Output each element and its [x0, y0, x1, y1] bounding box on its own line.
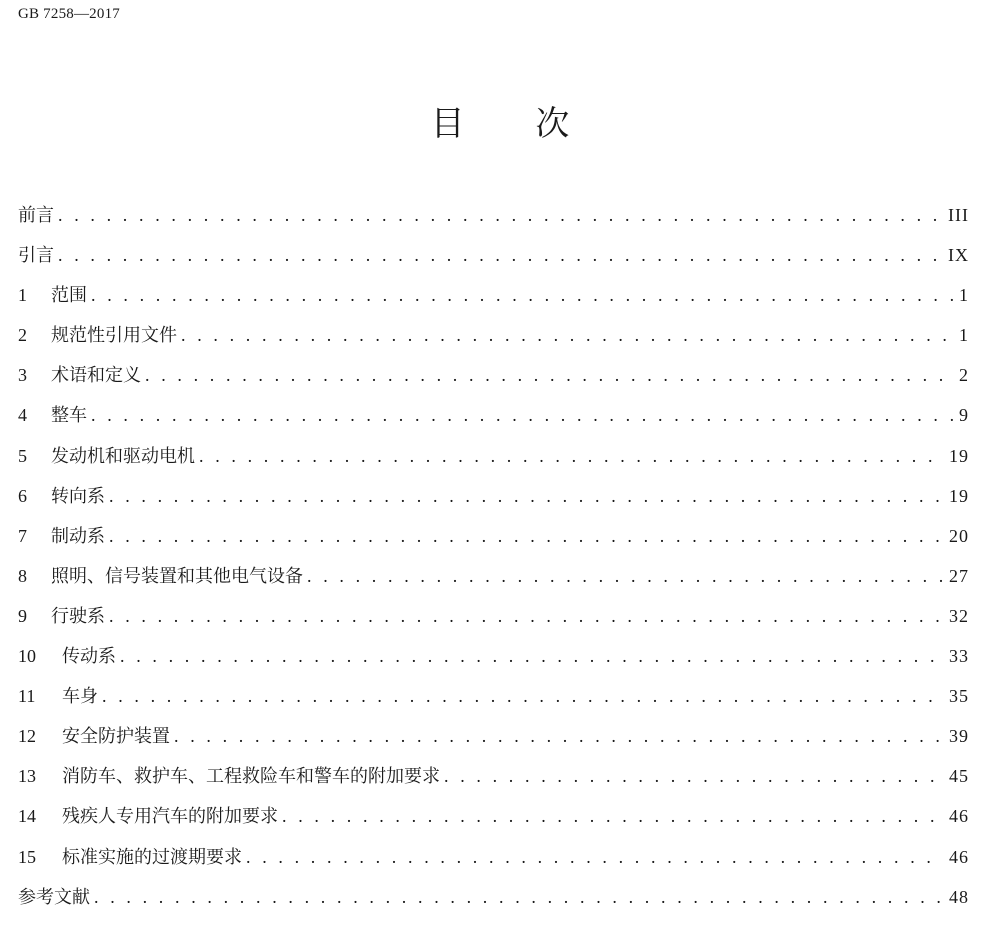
- toc-entry-label: 范围: [51, 285, 87, 307]
- toc-dot-leader: [91, 275, 953, 315]
- toc-entry-label: 行驶系: [51, 605, 105, 627]
- toc-entry-page: 1: [959, 325, 969, 346]
- toc-entry-13[interactable]: [18, 756, 969, 796]
- toc-entry-11[interactable]: [18, 676, 969, 716]
- toc-entry-label: 残疾人专用汽车的附加要求: [62, 806, 278, 828]
- toc-entry-page: IX: [948, 245, 969, 266]
- toc-entry-3[interactable]: [18, 355, 969, 395]
- toc-entry-number: 12: [18, 726, 36, 747]
- toc-dot-leader: [307, 556, 943, 596]
- toc-entry-4[interactable]: [18, 395, 969, 435]
- toc-entry-label: 标准实施的过渡期要求: [62, 846, 242, 868]
- toc-entry-7[interactable]: [18, 516, 969, 556]
- toc-entry-label: 传动系: [62, 646, 116, 668]
- toc-dot-leader: [199, 436, 943, 476]
- toc-entry-label: 参考文献: [18, 886, 90, 908]
- toc-entry-12[interactable]: [18, 716, 969, 756]
- toc-entry-label: 前言: [18, 205, 54, 226]
- toc-dot-leader: [58, 195, 942, 235]
- toc-dot-leader: [94, 877, 943, 917]
- toc-entry-number: 2: [18, 325, 27, 346]
- toc-dot-leader: [109, 596, 943, 636]
- toc-entry-2[interactable]: [18, 315, 969, 355]
- toc-entry-8[interactable]: [18, 556, 969, 596]
- toc-entry-number: 8: [18, 565, 27, 586]
- toc-dot-leader: [91, 395, 953, 435]
- toc-dot-leader: [246, 837, 943, 877]
- toc-entry-page: 32: [949, 605, 969, 626]
- toc-entry-1[interactable]: [18, 275, 969, 315]
- document-code: GB 7258—2017: [18, 6, 120, 22]
- toc-entry-number: 6: [18, 485, 27, 506]
- toc-entry-label: 引言: [18, 245, 54, 267]
- toc-entry-15[interactable]: [18, 837, 969, 877]
- toc-dot-leader: [145, 355, 953, 395]
- toc-entry-page: 20: [949, 525, 969, 546]
- toc-entry-page: 2: [959, 365, 969, 386]
- toc-dot-leader: [181, 315, 953, 355]
- toc-dot-leader: [109, 476, 943, 516]
- toc-dot-leader: [174, 716, 943, 756]
- toc-entry-number: 11: [18, 686, 36, 707]
- toc-dot-leader: [120, 636, 943, 676]
- toc-entry-number: 14: [18, 806, 36, 827]
- toc-entry-page: 19: [949, 445, 969, 466]
- toc-entry-10[interactable]: [18, 636, 969, 676]
- toc-entry-label: 术语和定义: [51, 365, 141, 387]
- toc-entry-number: 15: [18, 846, 36, 867]
- toc-entry-label: 消防车、救护车、工程救险车和警车的附加要求: [62, 766, 440, 788]
- toc-entry-5[interactable]: [18, 436, 969, 476]
- toc-entry-page: 27: [949, 565, 969, 586]
- toc-entry-introduction[interactable]: [18, 235, 969, 275]
- toc-dot-leader: [102, 676, 943, 716]
- toc-entry-number: 3: [18, 365, 27, 386]
- toc-entry-number: 13: [18, 766, 36, 787]
- toc-entry-label: 制动系: [51, 525, 105, 547]
- toc-entry-page: 46: [949, 846, 969, 867]
- toc-entry-foreword[interactable]: [18, 195, 969, 235]
- toc-entry-14[interactable]: [18, 796, 969, 836]
- toc-entry-page: 1: [959, 285, 969, 306]
- toc-entry-number: 5: [18, 445, 27, 466]
- toc-entry-page: 45: [949, 766, 969, 787]
- toc-dot-leader: [109, 516, 943, 556]
- toc-entry-number: 9: [18, 605, 27, 626]
- toc-dot-leader: [444, 756, 943, 796]
- toc-entry-label: 照明、信号装置和其他电气设备: [51, 565, 303, 587]
- toc-entry-page: III: [948, 205, 969, 225]
- toc-entry-page: 35: [949, 686, 969, 707]
- toc-entry-number: 10: [18, 646, 36, 667]
- toc-entry-page: 9: [959, 405, 969, 426]
- toc-entry-page: 33: [949, 646, 969, 667]
- toc-entry-page: 48: [949, 886, 969, 907]
- toc-list: [18, 195, 969, 917]
- toc-entry-page: 19: [949, 485, 969, 506]
- toc-entry-page: 46: [949, 806, 969, 827]
- toc-entry-9[interactable]: [18, 596, 969, 636]
- toc-entry-6[interactable]: [18, 476, 969, 516]
- toc-entry-label: 规范性引用文件: [51, 325, 177, 347]
- toc-entry-bibliography[interactable]: [18, 877, 969, 917]
- toc-entry-number: 7: [18, 525, 27, 546]
- toc-entry-label: 转向系: [51, 485, 105, 507]
- toc-dot-leader: [282, 796, 943, 836]
- toc-entry-label: 车身: [62, 686, 98, 708]
- toc-entry-number: 4: [18, 405, 27, 426]
- toc-entry-label: 发动机和驱动电机: [51, 445, 195, 467]
- toc-entry-page: 39: [949, 726, 969, 747]
- toc-entry-number: 1: [18, 285, 27, 306]
- toc-dot-leader: [58, 235, 942, 275]
- toc-title: 目 次: [430, 104, 600, 144]
- toc-entry-label: 安全防护装置: [62, 726, 170, 748]
- toc-entry-label: 整车: [51, 405, 87, 427]
